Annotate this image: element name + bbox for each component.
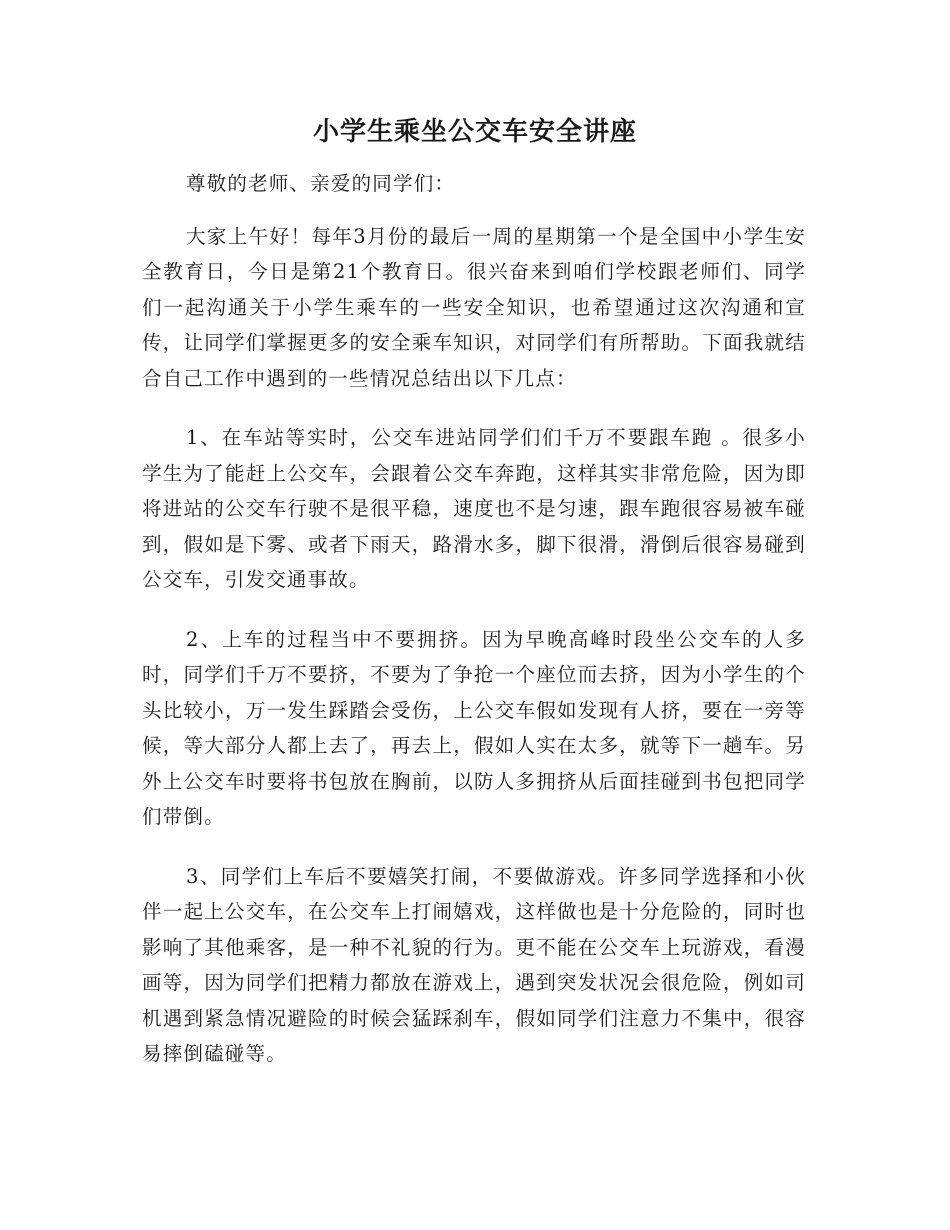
document-title: 小学生乘坐公交车安全讲座 — [312, 117, 637, 147]
paragraph-point-2: 2、上车的过程当中不要拥挤。因为早晚高峰时段坐公交车的人多时，同学们千万不要挤，不要为了争抢一个座位而去挤，因为小学生的个头比较小，万一发生踩踏会受伤，上公交车假如发现有人挤，要在一旁等候，等大部分人都上去了，再去上，假如人实在太多，就等下一趟车。另外上公交车时要将书包放在胸前，以防人多拥挤从后面挂碰到书包把同学们带倒。 — [142, 627, 806, 828]
paragraph-point-3: 3、同学们上车后不要嬉笑打闹，不要做游戏。许多同学选择和小伙伴一起上公交车，在公交车上打闹嬉戏，这样做也是十分危险的，同时也影响了其他乘客，是一种不礼貌的行为。更不能在公交车上玩游戏，看漫画等，因为同学们把精力都放在游戏上，遇到突发状况会很危险，例如司机遇到紧急情况避险的时候会猛踩刹车，假如同学们注意力不集中，很容易摔倒磕碰等。 — [142, 864, 806, 1065]
paragraph-point-1: 1、在车站等实时，公交车进站同学们们千万不要跟车跑 。很多小学生为了能赶上公交车，会跟着公交车奔跑，这样其实非常危险，因为即将进站的公交车行驶不是很平稳，速度也不是匀速，跟车跑很容易被车碰到，假如是下雾、或者下雨天，路滑水多，脚下很滑，滑倒后很容易碰到公交车，引发交通事故。 — [142, 426, 806, 591]
salutation: 尊敬的老师、亲爱的同学们： — [186, 172, 456, 195]
paragraph-intro: 大家上午好！每年3月份的最后一周的星期第一个是全国中小学生安全教育日，今日是第21个教育日。很兴奋来到咱们学校跟老师们、同学们一起沟通关于小学生乘车的一些安全知识，也希望通过这次沟通和宣传，让同学们掌握更多的安全乘车知识，对同学们有所帮助。下面我就结合自己工作中遇到的一些情况总结出以下几点： — [142, 224, 806, 390]
document-body — [142, 166, 806, 1096]
